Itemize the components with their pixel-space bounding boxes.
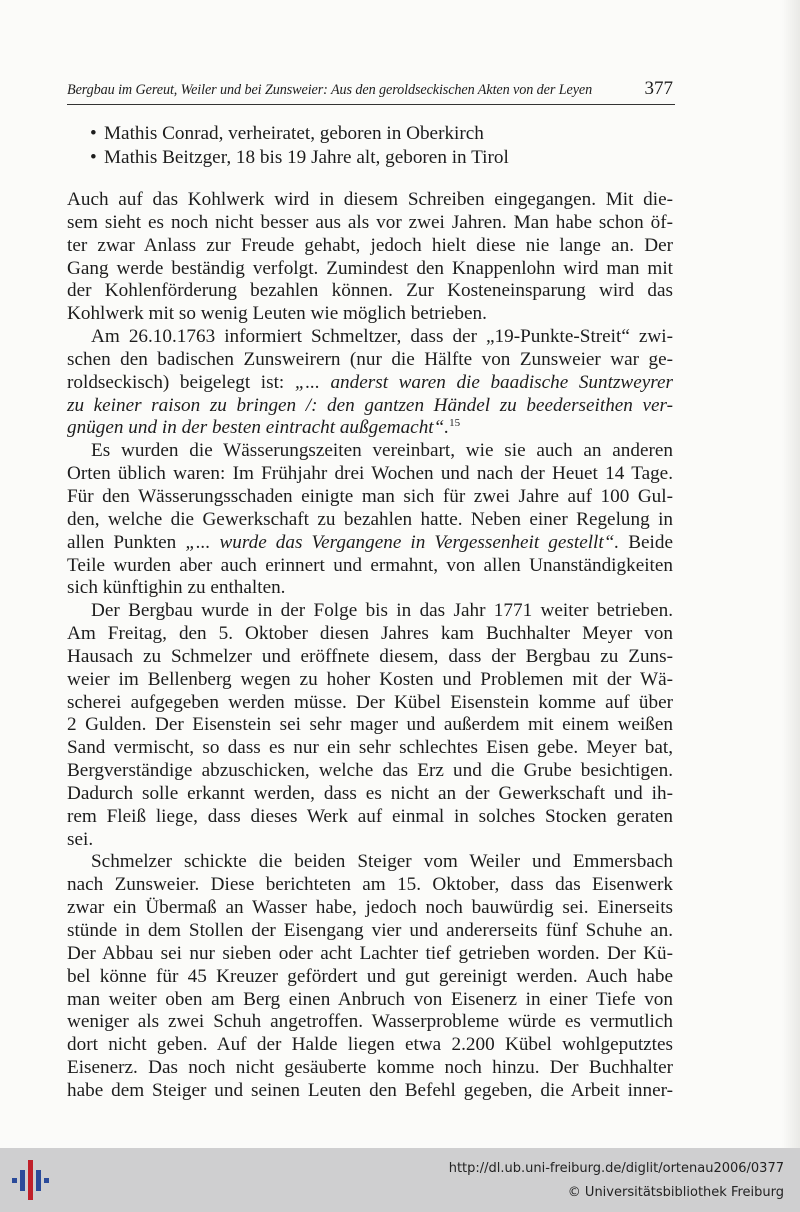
text-line: allen Punkten „... wurde das Vergangene in Vergessenheit gestellt“. Beide <box>67 531 673 553</box>
copyright-text: © Universitätsbibliothek Freiburg <box>567 1185 784 1200</box>
text-line: Orten üblich waren: Im Frühjahr drei Wochen und nach der Heuet 14 Tage. <box>67 463 673 485</box>
text-line: habe dem Steiger und seinen Leuten den Befehl gegeben, die Arbeit inner- <box>67 1079 673 1101</box>
text-line: Teile wurden aber auch erinnert und ermahnt, von allen Unanständigkeiten <box>67 554 673 576</box>
list-item: • Mathis Beitzger, 18 bis 19 Jahre alt, geboren in Tirol <box>90 146 509 168</box>
text-line <box>67 1103 673 1126</box>
text-line: weniger als zwei Schuh angetroffen. Wasserprobleme würde es vermutlich <box>67 1011 673 1033</box>
text-line: den, welche die Gewerkschaft zu bezahlen hatte. Neben einer Regelung in <box>67 508 673 530</box>
text-line: roldseckisch) beigelegt ist: „... anderst waren die baadische Suntzweyrer <box>67 371 673 393</box>
text-line <box>67 417 673 440</box>
text-line: Sand vermischt, so dass es nur ein sehr schlechtes Eisen gebe. Meyer bat, <box>67 737 673 759</box>
text-line: Der Bergbau wurde in der Folge bis in das Jahr 1771 weiter betrieben. <box>91 600 673 622</box>
text-line: schen den badischen Zunsweirern (nur die Hälfte von Zunsweier war ge- <box>67 348 673 370</box>
text-line: Der Abbau sei nur sieben oder acht Lachter tief getrieben worden. Der Kü- <box>67 942 673 964</box>
footnote-marker: 15 <box>449 417 461 430</box>
text-line: der Kohlenförderung bezahlen können. Zur Kosteneinsparung wird das <box>67 280 673 302</box>
text-line: Eisenerz. Das noch nicht gesäuberte komme noch hinzu. Der Buchhalter <box>67 1057 673 1079</box>
page-number: 377 <box>644 78 673 99</box>
text-line: bel könne für 45 Kreuzer gefördert und gut gereinigt werden. Auch habe <box>67 965 673 987</box>
quote: „... anderst waren die baadische Suntzweyrer <box>294 371 673 393</box>
text-line: Bergverständige abzuschicken, welche das Erz und die Grube besichtigen. <box>67 760 673 782</box>
footer-bar <box>0 1148 800 1212</box>
page-edge-shadow <box>782 0 800 1148</box>
text-line: Kohlwerk mit so wenig Leuten wie möglich betrieben. <box>67 303 487 325</box>
text-line: Es wurden die Wässerungszeiten vereinbart, wie sie auch an anderen <box>91 440 673 462</box>
text-line: sich künftighin zu enthalten. <box>67 577 286 599</box>
text-line: Am 26.10.1763 informiert Schmeltzer, dass der „19-Punkte-Streit“ zwi- <box>91 326 673 348</box>
bullet-list <box>90 122 690 169</box>
quote: „... wurde das Vergangene in Vergessenheit gestellt“. <box>185 531 620 553</box>
text-line: Am Freitag, den 5. Oktober diesen Jahres kam Buchhalter Meyer von <box>67 623 673 645</box>
running-title: Bergbau im Gereut, Weiler und bei Zunsweier: Aus den geroldseckischen Akten von der Leyen <box>67 82 593 98</box>
text-line: sem sieht es noch nicht besser aus als vor zwei Jahren. Man habe schon öf- <box>67 211 673 233</box>
running-header <box>67 78 675 105</box>
text-line: Schmelzer schickte die beiden Steiger vom Weiler und Emmersbach <box>91 851 673 873</box>
text-line: 2 Gulden. Der Eisenstein sei sehr mager und außerdem mit einem weißen <box>67 714 673 736</box>
quote: gnügen und in der besten eintracht außgemacht“. <box>67 417 450 439</box>
text-line: sei. <box>67 828 94 850</box>
text-line: Für den Wässerungsschaden einigte man sich für zwei Jahre auf 100 Gul- <box>67 485 673 507</box>
text-line: ter zwar Anlass zur Freude gehabt, jedoch hielt diese nie lange an. Der <box>67 234 673 256</box>
text-line: Hausach zu Schmelzer und eröffnete diesem, dass der Bergbau zu Zuns- <box>67 645 673 667</box>
library-logo-icon <box>10 1158 54 1202</box>
text-line: Dadurch solle erkannt werden, dass es nicht an der Gewerkschaft und ih- <box>67 782 673 804</box>
source-url-link[interactable]: http://dl.ub.uni-freiburg.de/diglit/ortenau2006/0377 <box>448 1161 784 1176</box>
text-line: nach Zunsweier. Diese berichteten am 15. Oktober, dass das Eisenwerk <box>67 874 673 896</box>
list-item: • Mathis Conrad, verheiratet, geboren in Oberkirch <box>90 123 484 144</box>
text-line: weier im Bellenberg wegen zu hoher Kosten und Problemen mit der Wä- <box>67 668 673 690</box>
text-line: dort nicht geben. Auf der Halde liegen etwa 2.200 Kübel wohlgeputztes <box>67 1034 673 1056</box>
text-line: stünde in dem Stollen der Eisengang vier und andererseits fünf Schuhe an. <box>67 920 673 941</box>
text-line: man weiter oben am Berg einen Anbruch von Eisenerz in einer Tiefe von <box>67 988 673 1010</box>
text-line: scherei aufgegeben werden müsse. Der Kübel Eisenstein komme auf über <box>67 691 673 713</box>
body-text <box>67 189 673 1126</box>
text-line: Auch auf das Kohlwerk wird in diesem Schreiben eingegangen. Mit die- <box>67 189 673 210</box>
quote-line: zu keiner raison zu bringen /: den gantzen Händel zu beederseithen ver- <box>67 394 673 416</box>
text-line: Gang werde beständig verfolgt. Zumindest den Knappenlohn wird man mit <box>67 257 673 279</box>
text-line: rem Fleiß liege, dass dieses Werk auf einmal in solches Stocken geraten <box>67 805 673 827</box>
text-line: zwar ein Übermaß an Wasser habe, jedoch noch bauwürdig sei. Einerseits <box>67 897 673 919</box>
